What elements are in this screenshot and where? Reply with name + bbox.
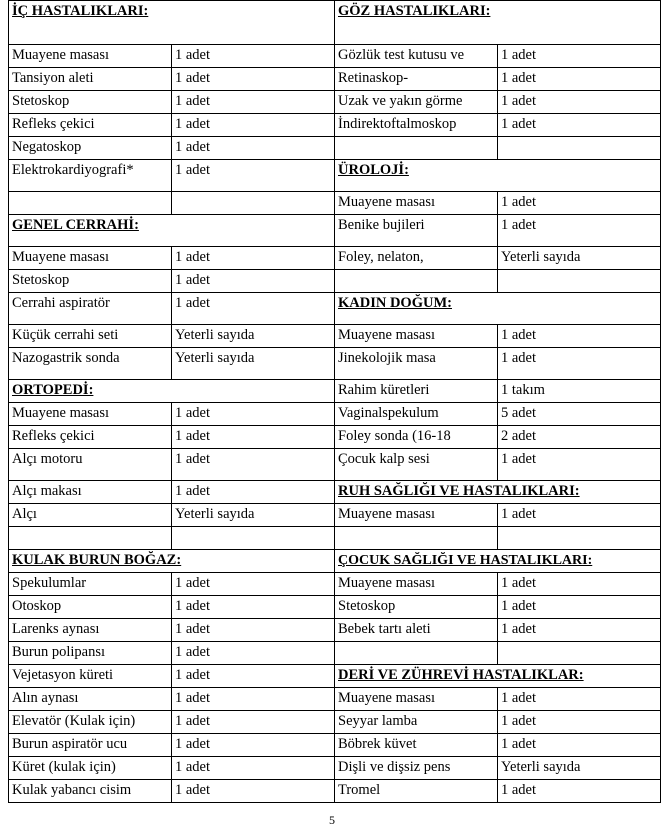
equipment-quantity: 1 adet [172,734,335,757]
equipment-item: Negatoskop [9,137,172,160]
equipment-quantity: 1 adet [498,215,661,247]
equipment-quantity: Yeterli sayıda [172,325,335,348]
equipment-quantity [498,137,661,160]
equipment-item: Cerrahi aspiratör [9,293,172,325]
equipment-item: Muayene masası [9,45,172,68]
table-row [9,380,661,403]
equipment-quantity: Yeterli sayıda [172,348,335,380]
equipment-quantity [172,527,335,550]
equipment-item: Foley, nelaton, [335,247,498,270]
table-row [9,403,661,426]
table-row [9,688,661,711]
equipment-quantity: 1 adet [172,665,335,688]
equipment-item: Uzak ve yakın görme [335,91,498,114]
section-header: KADIN DOĞUM: [335,293,661,325]
equipment-item: Retinaskop- [335,68,498,91]
equipment-quantity: 1 adet [498,114,661,137]
equipment-item: Böbrek küvet [335,734,498,757]
table-row [9,348,661,380]
equipment-quantity: 1 adet [172,426,335,449]
table-row [9,757,661,780]
equipment-item: Elevatör (Kulak için) [9,711,172,734]
equipment-item: Muayene masası [335,192,498,215]
equipment-item: Küçük cerrahi seti [9,325,172,348]
equipment-item: Bebek tartı aleti [335,619,498,642]
table-row [9,45,661,68]
equipment-item: İndirektoftalmoskop [335,114,498,137]
equipment-item: Otoskop [9,596,172,619]
equipment-item [335,137,498,160]
section-header: ORTOPEDİ: [9,380,335,403]
table-row [9,619,661,642]
equipment-item: Alçı [9,504,172,527]
equipment-item: Muayene masası [335,573,498,596]
section-header: DERİ VE ZÜHREVİ HASTALIKLAR: [335,665,661,688]
equipment-item: Çocuk kalp sesi [335,449,498,481]
equipment-quantity: 1 adet [498,45,661,68]
equipment-item: Stetoskop [335,596,498,619]
equipment-item: Stetoskop [9,270,172,293]
equipment-quantity: Yeterli sayıda [498,757,661,780]
equipment-item: Burun aspiratör ucu [9,734,172,757]
equipment-list-document [8,0,661,803]
equipment-item: Alçı makası [9,481,172,504]
equipment-item: Burun polipansı [9,642,172,665]
equipment-quantity: 1 adet [172,137,335,160]
equipment-quantity: 1 adet [498,504,661,527]
equipment-quantity: 1 adet [172,247,335,270]
equipment-item: Vaginalspekulum [335,403,498,426]
equipment-quantity: 1 adet [172,780,335,803]
section-header: GENEL CERRAHİ: [9,215,335,247]
equipment-item: Benike bujileri [335,215,498,247]
equipment-item: Foley sonda (16-18 [335,426,498,449]
equipment-quantity: 1 adet [172,642,335,665]
equipment-quantity: 1 adet [172,68,335,91]
equipment-quantity: 1 adet [172,270,335,293]
equipment-item: Tansiyon aleti [9,68,172,91]
equipment-item: Muayene masası [335,688,498,711]
equipment-item: Tromel [335,780,498,803]
equipment-quantity: 1 adet [172,711,335,734]
equipment-quantity: 1 adet [498,734,661,757]
equipment-quantity: 5 adet [498,403,661,426]
table-row [9,247,661,270]
equipment-quantity: 1 adet [498,711,661,734]
equipment-quantity: 1 adet [172,688,335,711]
table-row [9,573,661,596]
table-row [9,270,661,293]
equipment-quantity: 1 adet [498,449,661,481]
equipment-item: Gözlük test kutusu ve [335,45,498,68]
table-row [9,293,661,325]
equipment-item [335,270,498,293]
equipment-item [335,527,498,550]
equipment-item: Muayene masası [9,403,172,426]
table-row [9,114,661,137]
equipment-item: Rahim küretleri [335,380,498,403]
table-row [9,481,661,504]
equipment-item: Seyyar lamba [335,711,498,734]
equipment-quantity: Yeterli sayıda [498,247,661,270]
equipment-quantity: 1 adet [498,68,661,91]
table-row [9,711,661,734]
page-number: 5 [329,813,335,827]
equipment-quantity: 1 adet [172,160,335,192]
table-row [9,160,661,192]
equipment-item: Muayene masası [335,504,498,527]
equipment-quantity: 1 adet [498,688,661,711]
equipment-quantity [172,192,335,215]
table-row [9,192,661,215]
section-header: RUH SAĞLIĞI VE HASTALIKLARI: [335,481,661,504]
equipment-item [9,192,172,215]
equipment-item: Larenks aynası [9,619,172,642]
table-row [9,137,661,160]
equipment-quantity: 1 adet [498,325,661,348]
equipment-item: Jinekolojik masa [335,348,498,380]
equipment-item: Alçı motoru [9,449,172,481]
equipment-quantity: 1 adet [172,449,335,481]
equipment-item: Refleks çekici [9,426,172,449]
equipment-quantity: 1 adet [172,596,335,619]
table-row [9,665,661,688]
equipment-quantity: 1 adet [172,619,335,642]
table-row [9,734,661,757]
equipment-item: Küret (kulak için) [9,757,172,780]
equipment-table [8,0,661,803]
section-header: GÖZ HASTALIKLARI: [335,1,661,45]
table-row [9,215,661,247]
equipment-quantity: 1 adet [498,573,661,596]
equipment-item: Dişli ve dişsiz pens [335,757,498,780]
section-header: KULAK BURUN BOĞAZ: [9,550,335,573]
table-row [9,527,661,550]
table-row [9,780,661,803]
equipment-item: Vejetasyon küreti [9,665,172,688]
equipment-quantity: 1 adet [172,114,335,137]
equipment-item: Kulak yabancı cisim [9,780,172,803]
table-row [9,325,661,348]
section-header: İÇ HASTALIKLARI: [9,1,335,45]
equipment-quantity: 2 adet [498,426,661,449]
equipment-quantity: 1 adet [498,780,661,803]
equipment-quantity: 1 adet [498,596,661,619]
equipment-quantity [498,527,661,550]
equipment-quantity: 1 adet [172,403,335,426]
table-row [9,1,661,45]
equipment-quantity: 1 adet [172,573,335,596]
equipment-item: Muayene masası [9,247,172,270]
table-row [9,642,661,665]
equipment-item: Nazogastrik sonda [9,348,172,380]
equipment-item: Elektrokardiyografi* [9,160,172,192]
equipment-quantity [498,270,661,293]
table-row [9,504,661,527]
equipment-item [335,642,498,665]
table-row [9,449,661,481]
table-row [9,426,661,449]
equipment-item: Refleks çekici [9,114,172,137]
table-row [9,596,661,619]
equipment-quantity: 1 takım [498,380,661,403]
section-header: ÜROLOJİ: [335,160,661,192]
table-row [9,550,661,573]
equipment-quantity: 1 adet [172,757,335,780]
equipment-quantity: Yeterli sayıda [172,504,335,527]
equipment-quantity: 1 adet [498,619,661,642]
equipment-quantity: 1 adet [172,293,335,325]
table-row [9,91,661,114]
equipment-quantity: 1 adet [172,45,335,68]
section-header: ÇOCUK SAĞLIĞI VE HASTALIKLARI: [335,550,661,573]
equipment-quantity [498,642,661,665]
equipment-item: Muayene masası [335,325,498,348]
table-row [9,68,661,91]
equipment-item: Spekulumlar [9,573,172,596]
equipment-quantity: 1 adet [172,481,335,504]
equipment-quantity: 1 adet [498,91,661,114]
equipment-quantity: 1 adet [498,192,661,215]
equipment-quantity: 1 adet [498,348,661,380]
equipment-item [9,527,172,550]
equipment-item: Alın aynası [9,688,172,711]
equipment-item: Stetoskop [9,91,172,114]
equipment-quantity: 1 adet [172,91,335,114]
